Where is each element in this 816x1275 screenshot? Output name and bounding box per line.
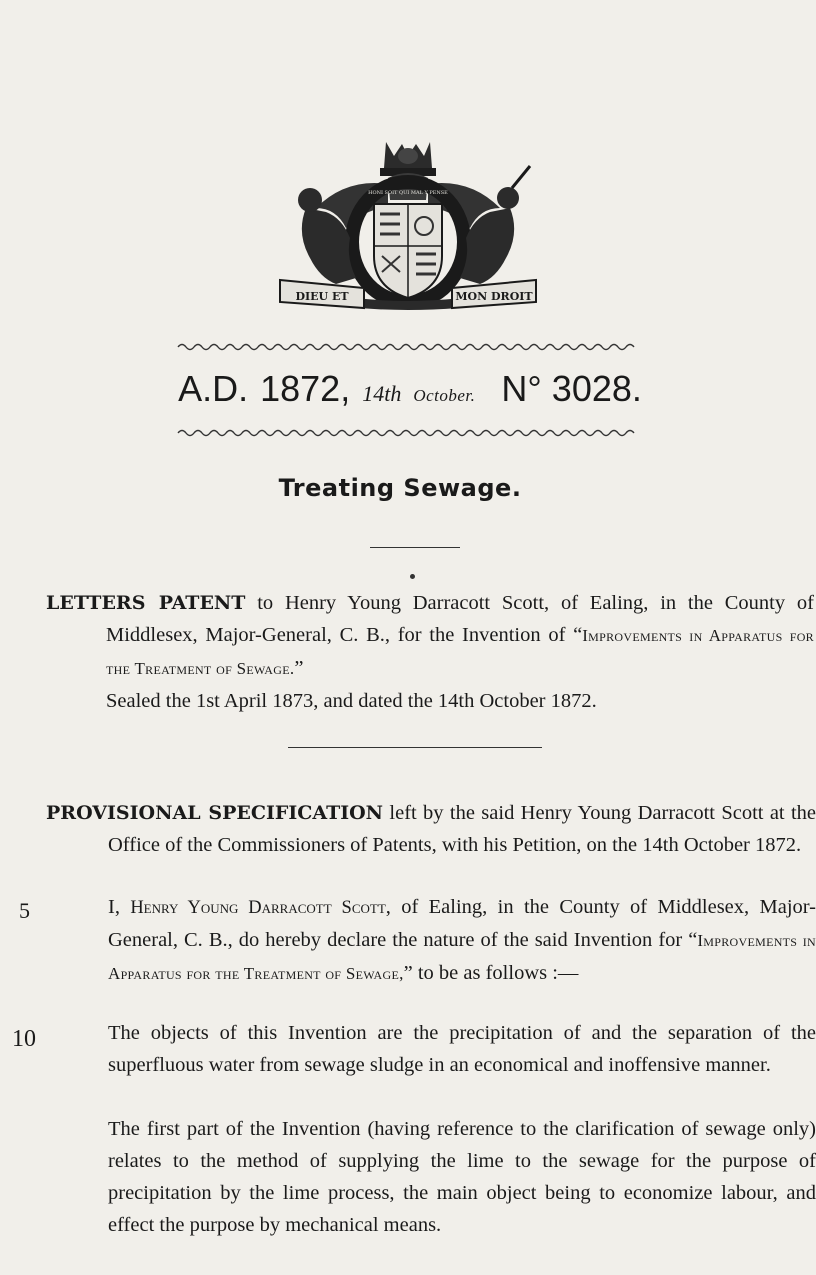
declaration-text: , of Ealing, in the County of Middlesex, Major-General, C. B., do hereby declare the nature of the said Invention for “ (108, 896, 816, 951)
royal-coat-of-arms (276, 138, 540, 318)
declaration-invention-title: Improvements in Apparatus for the Treatment of Sewage, (108, 931, 816, 983)
invention-title: Improvements in Apparatus for the Treatment of Sewage. (106, 626, 814, 678)
ornament-dot (410, 574, 415, 579)
wavy-rule-bottom (178, 428, 636, 438)
line-number-10: 10 (12, 1026, 36, 1052)
day: 14th (362, 381, 402, 406)
document-title: Treating Sewage. (278, 474, 522, 502)
garter-motto: HONI SOIT QUI MAL Y PENSE (368, 190, 448, 196)
declaration-close: ” to be as follows :— (403, 962, 579, 984)
letters-patent-close: ” (294, 657, 304, 679)
motto-left: DIEU ET (295, 290, 349, 303)
sealed-line: Sealed the 1st April 1873, and dated the 14th October 1872. (106, 690, 597, 712)
ad-label: A.D. (178, 368, 249, 409)
provisional-specification-paragraph (46, 797, 816, 861)
date-line (150, 368, 670, 410)
divider-rule (288, 747, 542, 748)
letters-patent-lead: LETTERS PATENT (46, 592, 246, 614)
objects-paragraph: The objects of this Invention are the precipitation of and the separation of the superfluous water from sewage sludge in an economical and inoffensive manner. (108, 1022, 816, 1076)
wavy-rule-top (178, 342, 636, 352)
provisional-lead: PROVISIONAL SPECIFICATION (46, 802, 384, 824)
letters-patent-paragraph (46, 587, 814, 717)
declaration-paragraph (46, 891, 816, 990)
line-number-5: 5 (19, 898, 30, 923)
inventor-name: Henry Young Darracott Scott (130, 898, 386, 918)
motto-right: MON DROIT (455, 290, 533, 303)
year: 1872, (260, 368, 351, 409)
letters-patent-text: to Henry Young Darracott Scott, of Ealing, in the County of Middlesex, Major-General, C. B., for the Invention of “ (106, 592, 814, 646)
patent-number: N° 3028. (501, 368, 642, 409)
first-part-paragraph: The first part of the Invention (having reference to the clarification of sewage only) relates to the method of supplying the lime to the sewage for the purpose of precipitation by the lime process, the main object being to economize labour, and effect the purpose by mechanical means. (108, 1118, 816, 1236)
short-rule (370, 547, 460, 548)
month: October. (413, 386, 476, 405)
declaration-i: I, (108, 896, 131, 918)
provisional-text: left by the said Henry Young Darracott Scott at the Office of the Commissioners of Patents, with his Petition, on the 14th October 1872. (108, 802, 816, 856)
